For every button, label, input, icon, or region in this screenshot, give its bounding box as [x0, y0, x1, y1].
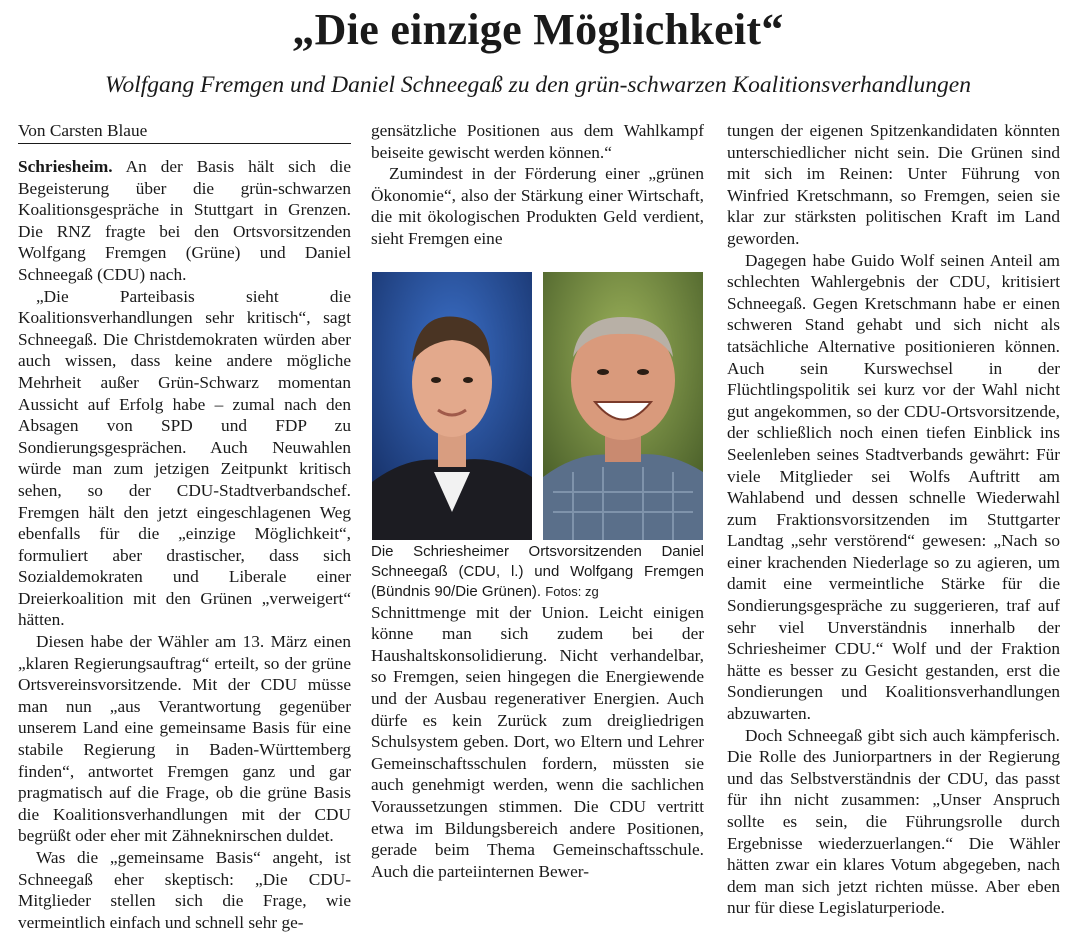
portrait-graphic-2 — [543, 272, 703, 540]
photo-block — [371, 272, 704, 542]
caption-text: Die Schriesheimer Ortsvorsitzenden Daniel Schneegaß (CDU, l.) und Wolfgang Fremgen (Bündnis 90/Die Grünen). — [371, 542, 704, 600]
photo-caption — [371, 542, 704, 602]
article-column-1 — [18, 120, 351, 933]
byline: Von Carsten Blaue — [18, 120, 351, 144]
article-column-2 — [371, 120, 704, 882]
paragraph: Schnittmenge mit der Union. Leicht einigen könne man sich zudem bei der Haushaltskonsolidierung. Nicht verhandelbar, so Fremgen, seien hingegen die Energiewende und der Ausbau regenerativer Energien. Auch dürfe es kein Zurück zum dreigliedrigen Schulsystem geben. Dort, wo Eltern und Lehrer Gemeinschaftsschulen fordern, müssten sie auch genehmigt werden, wenn die sachlichen Voraussetzungen stimmen. Die CDU vertritt etwa im Bildungsbereich andere Positionen, gerade beim Thema Gemeinschaftsschule. Auch die parteiinternen Bewer- — [371, 602, 704, 881]
photo-wolfgang-fremgen — [543, 272, 703, 540]
article-column-3 — [727, 120, 1060, 919]
paragraph: Diesen habe der Wähler am 13. März einen „klaren Regierungsauftrag“ erteilt, so der grüne Ortsvereinsvorsitzende. Mit der CDU müsse man nun „aus Verantwortung gegenüber unserem Land eine gemeinsame Basis für eine stabile Regierung in Baden-Württemberg finden“, antwortet Fremgen ganz und gar pragmatisch auf die Frage, ob die grüne Basis die Koalitionsverhandlungen mit der CDU begrüßt oder eher mit Zähneknirschen duldet. — [18, 632, 351, 846]
paragraph: Doch Schneegaß gibt sich auch kämpferisch. Die Rolle des Juniorpartners in der Regierung und das Selbstverständnis der CDU, das passt für ihn nicht zusammen: „Unser Anspruch sollte es sein, die Führungsrolle durch Ergebnisse wiederzuerlangen.“ Die Wähler hätten zwar ein klares Votum abgegeben, nach dem man sich jetzt richten müsse. Aber eben nur für diese Legislaturperiode. — [727, 725, 1060, 918]
photo-daniel-schneegass — [372, 272, 532, 540]
paragraph-intro — [18, 156, 351, 286]
subheadline: Wolfgang Fremgen und Daniel Schneegaß zu den grün-schwarzen Koalitionsverhandlungen — [105, 72, 971, 98]
portrait-graphic-1 — [372, 272, 532, 540]
paragraph: Dagegen habe Guido Wolf seinen Anteil am schlechten Wahlergebnis der CDU, kritisiert Schneegaß. Gegen Kretschmann habe er einen schweren Stand gehabt und sich nicht als tatsächliche Alternative positionieren können. Auch sein Kurswechsel in der Flüchtlingspolitik sei kurz vor der Wahl nicht gut angekommen, so der CDU-Ortsvorsitzende, der schließlich noch einen tiefen Einblick ins Seelenleben seines Stadtverbands gewährt: Für viele Mitglieder sei Wolfs Auftritt am Wahlabend und dessen schnelle Wiederwahl zum Fraktionsvorsitzenden im Stuttgarter Landtag „sehr verstörend“ gewesen: „Nach so einer krachenden Niederlage so zu agieren, um damit eine vermeintliche Stärke für die Sondierungsgespräche zu suggerieren, traf auf sehr viel Unverständnis innerhalb der Schriesheimer CDU.“ Wolf und der Fraktion hätte es besser zu Gesicht gestanden, erst die Sondierungen und Koalitionsverhandlungen abzuwarten. — [727, 250, 1060, 724]
paragraph: Was die „gemeinsame Basis“ angeht, ist Schneegaß eher skeptisch: „Die CDU-Mitglieder stellen sich die Frage, wie vermeintlich einfach und schnell sehr ge- — [18, 848, 351, 932]
photo-credit: Fotos: zg — [545, 583, 599, 599]
paragraph: Zumindest in der Förderung einer „grünen Ökonomie“, also der Stärkung einer Wirtschaft, die mit ökologischen Produkten Geld verdient, sieht Fremgen eine — [371, 164, 704, 248]
paragraph-intro-text: An der Basis hält sich die Begeisterung über die grün-schwarzen Koalitionsgespräche in Stuttgart in Grenzen. Die RNZ fragte bei den Ortsvorsitzenden Wolfgang Fremgen (Grüne) und Daniel Schneegaß (CDU) nach. — [18, 157, 351, 284]
dateline: Schriesheim. — [18, 157, 113, 176]
paragraph: gensätzliche Positionen aus dem Wahlkampf beiseite gewischt werden können.“ — [371, 121, 704, 162]
paragraph: tungen der eigenen Spitzenkandidaten könnten unterschiedlicher nicht sein. Die Grünen sind mit sich im Reinen: Unter Führung von Winfried Kretschmann, so Fremgen, seien sie klar zur stärksten politischen Kraft im Land geworden. — [727, 121, 1060, 248]
headline: „Die einzige Möglichkeit“ — [292, 5, 784, 54]
paragraph: „Die Parteibasis sieht die Koalitionsverhandlungen sehr kritisch“, sagt Schneegaß. Die Christdemokraten würden aber auch wissen, dass keine andere mögliche Mehrheit außer Grün-Schwarz momentan Aussicht auf Erfolg habe – zumal nach den Absagen von SPD und FDP zu Sondierungsgesprächen. Auch Neuwahlen würde man zum jetzigen Zeitpunkt kritisch sehen, so der CDU-Stadtverbandschef. Fremgen hält den jetzt eingeschlagenen Weg ebenfalls für die „einzige Möglichkeit“, formuliert aber drastischer, dass sich Sozialdemokraten und Liberale einer Dreierkoalition mit den Grünen „verweigert“ hätten. — [18, 286, 351, 630]
